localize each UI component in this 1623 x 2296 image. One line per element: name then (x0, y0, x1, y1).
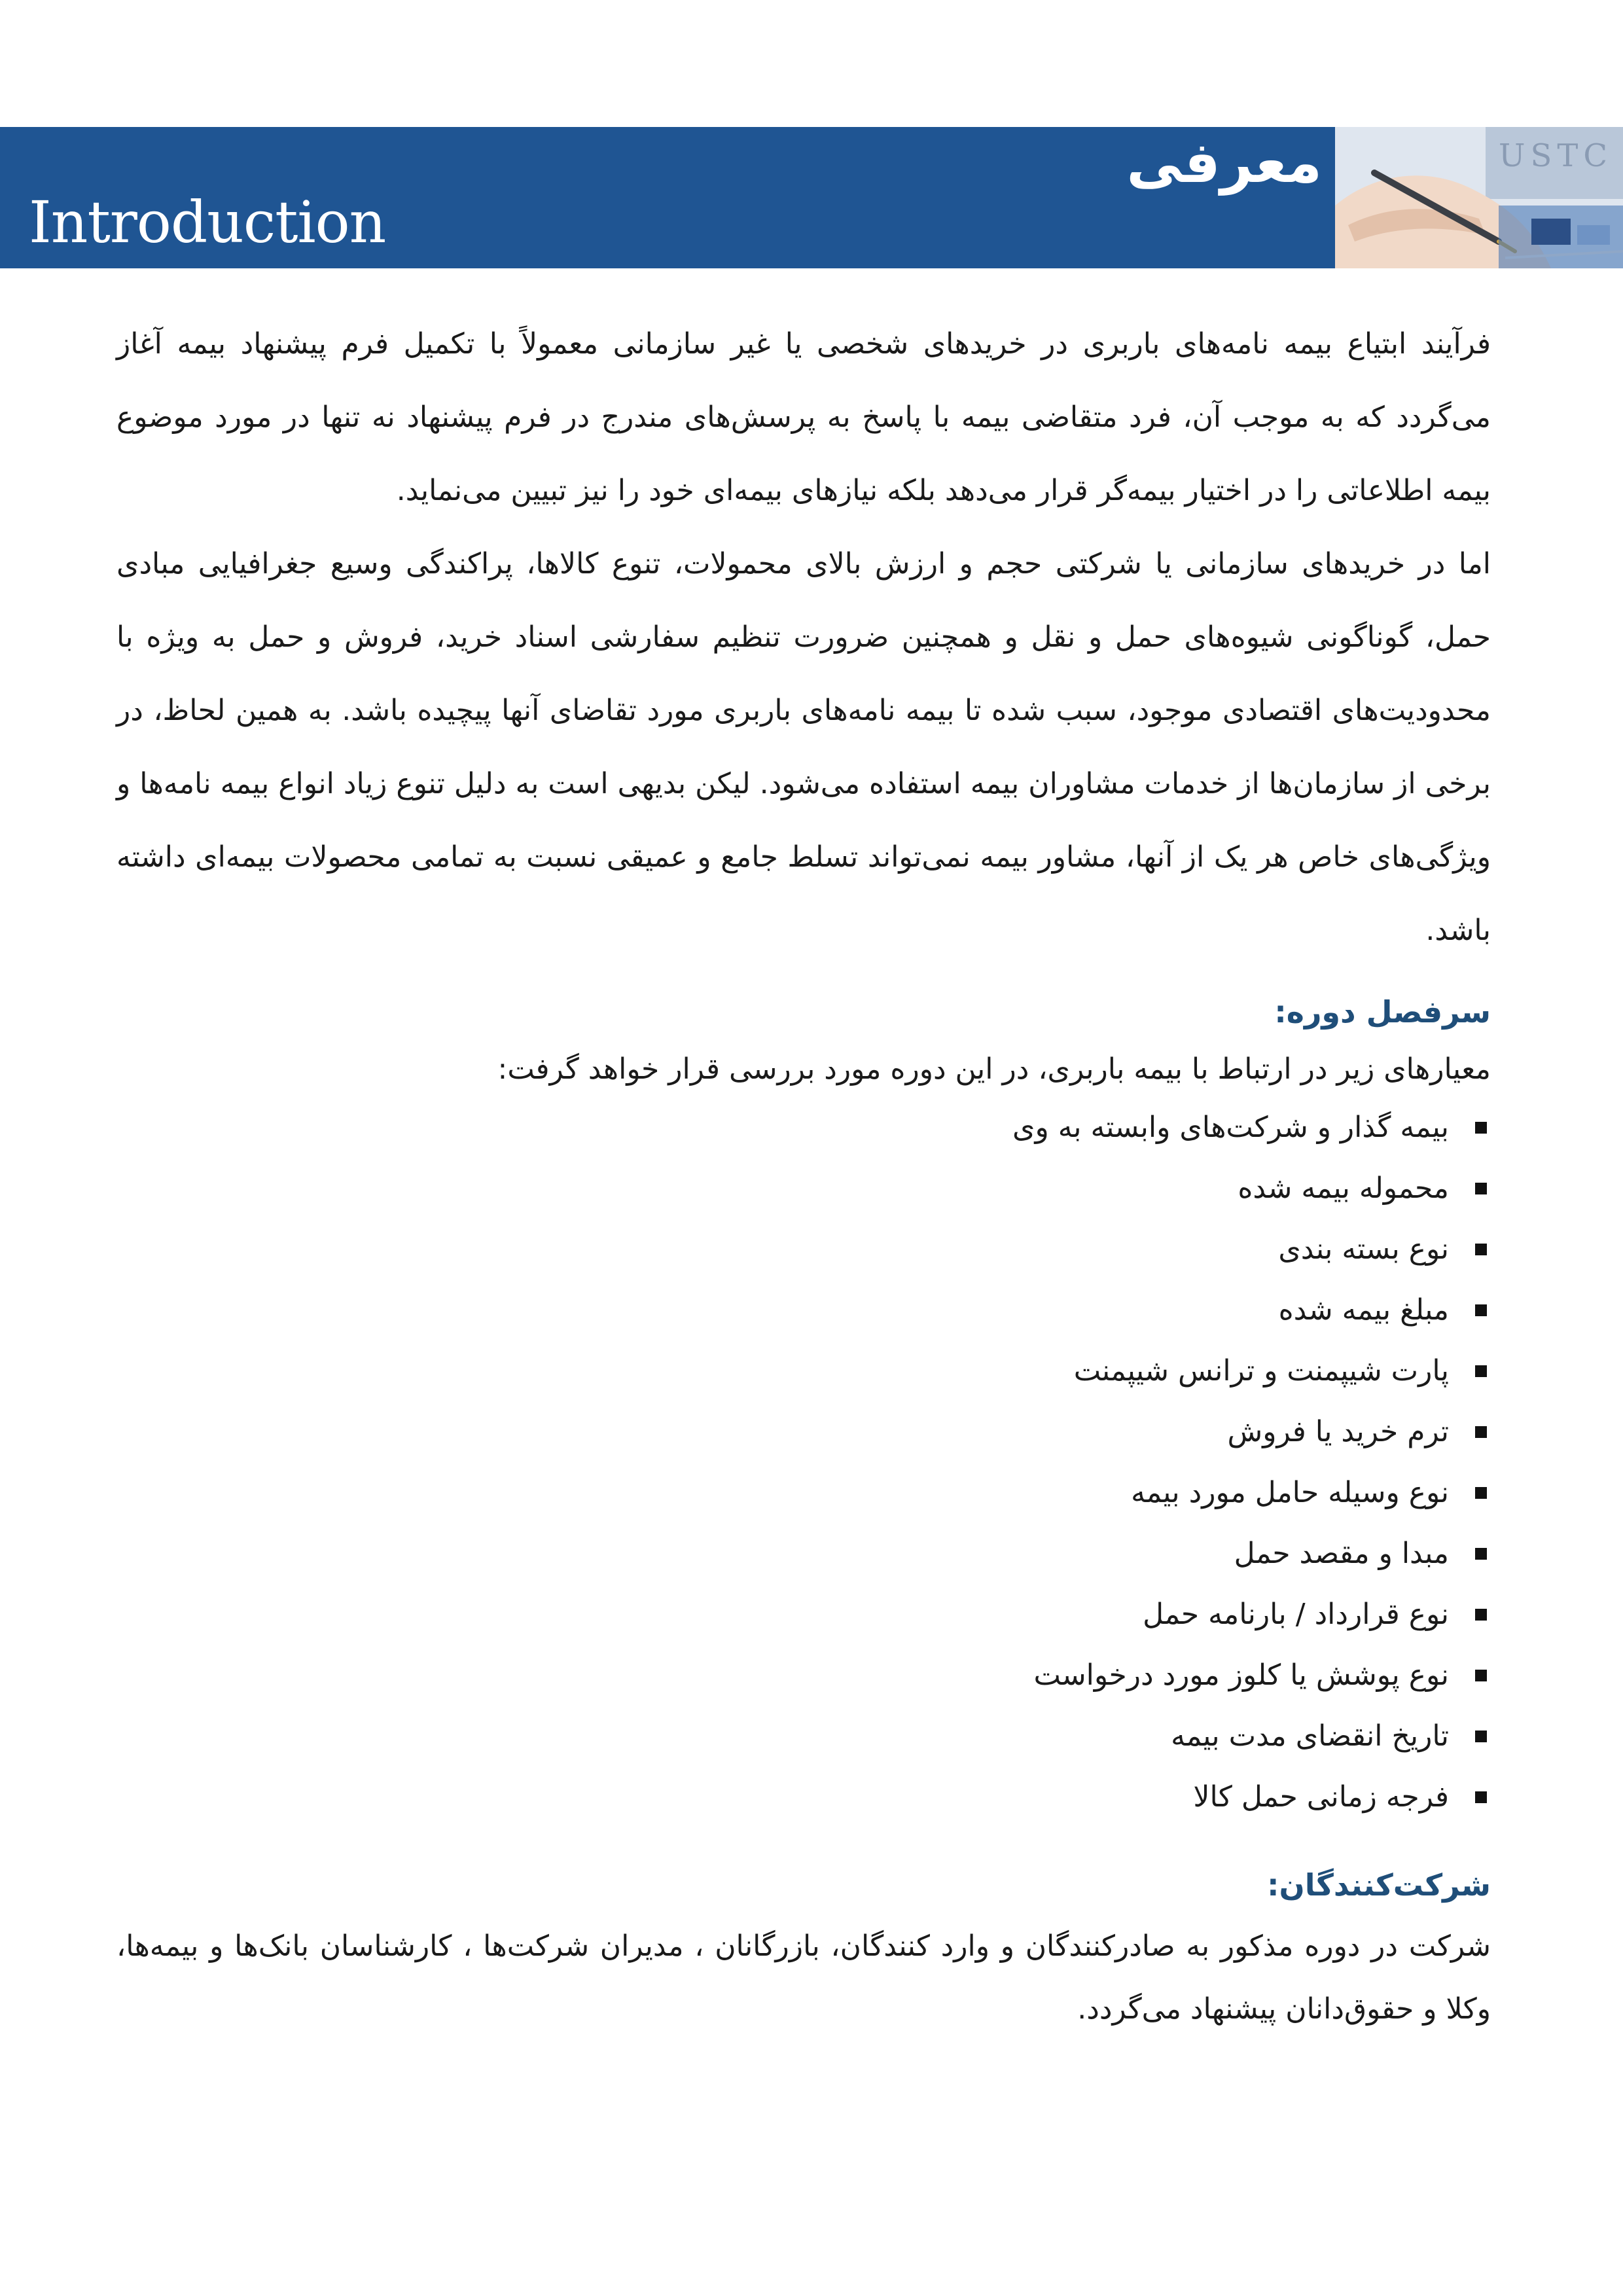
list-item: مبدا و مقصد حمل (116, 1523, 1449, 1584)
bullet-square-icon (1475, 1670, 1487, 1681)
header-title-en: Introduction (29, 188, 386, 256)
intro-paragraph-2: اما در خریدهای سازمانی یا شرکتی حجم و ارزش بالای محمولات، تنوع کالاها، پراکندگی وسیع جغرافیایی مبادی حمل، گوناگونی شیوه‌های حمل و نقل و همچنین ضرورت تنظیم سفارشی اسناد خرید، فروش و حمل به ویژه با محدودیت‌های اقتصادی موجود، سبب شده تا بیمه نامه‌های باربری مورد تقاضای آنها پیچیده باشد. به همین لحاظ، در برخی از سازمان‌ها از خدمات مشاوران بیمه استفاده می‌شود. لیکن بدیهی است به دلیل تنوع زیاد انواع بیمه نامه‌ها و ویژگی‌های خاص هر یک از آنها، مشاور بیمه نمی‌تواند تسلط جامع و عمیقی نسبت به تمامی محصولات بیمه‌ای داشته باشد. (116, 547, 1491, 947)
svg-text:USTC: USTC (1499, 137, 1613, 174)
bullet-square-icon (1475, 1244, 1487, 1255)
document-body (116, 308, 1491, 2041)
pen-and-document-photo (1335, 127, 1623, 268)
participants-title: شرکت‌کنندگان: (1267, 1867, 1491, 1903)
list-item: تاریخ انقضای مدت بیمه (116, 1706, 1449, 1767)
header-title-fa: معرفی (1126, 130, 1322, 196)
list-item: نوع قرارداد / بارنامه حمل (116, 1584, 1449, 1645)
bullet-square-icon (1475, 1183, 1487, 1194)
bullet-square-icon (1475, 1791, 1487, 1803)
list-item: فرجه زمانی حمل کالا (116, 1767, 1449, 1827)
list-item: پارت شیپمنت و ترانس شیپمنت (116, 1340, 1449, 1401)
list-item: نوع وسیله حامل مورد بیمه (116, 1462, 1449, 1523)
intro-paragraph-1: فرآیند ابتیاع بیمه نامه‌های باربری در خریدهای شخصی یا غیر سازمانی معمولاً با تکمیل فرم پیشنهاد بیمه آغاز می‌گردد که به موجب آن، فرد متقاضی بیمه با پاسخ به پرسش‌های مندرج در فرم پیشنهاد نه تنها در مورد موضوع بیمه اطلاعاتی را در اختیار بیمه‌گر قرار می‌دهد بلکه نیازهای بیمه‌ای خود را نیز تبیین می‌نماید. (116, 327, 1491, 507)
list-item: مبلغ بیمه شده (116, 1280, 1449, 1340)
participants-text: شرکت در دوره مذکور به صادرکنندگان و وارد کنندگان، بازرگانان ، مدیران شرکت‌ها ، کارشناسان بانک‌ها و بیمه‌ها، وکلا و حقوق‌دانان پیشنهاد می‌گردد. (116, 1929, 1491, 2026)
outline-lead: معیارهای زیر در ارتباط با بیمه باربری، در این دوره مورد بررسی قرار خواهد گرفت: (497, 1052, 1491, 1086)
bullet-square-icon (1475, 1122, 1487, 1134)
bullet-square-icon (1475, 1365, 1487, 1377)
bullet-square-icon (1475, 1609, 1487, 1621)
list-item: نوع پوشش یا کلوز مورد درخواست (116, 1645, 1449, 1706)
list-item: بیمه گذار و شرکت‌های وابسته به وی (116, 1097, 1449, 1158)
bullet-square-icon (1475, 1487, 1487, 1499)
bullet-square-icon (1475, 1548, 1487, 1560)
outline-title: سرفصل دوره: (1274, 994, 1491, 1030)
bullet-square-icon (1475, 1426, 1487, 1438)
bullet-square-icon (1475, 1731, 1487, 1742)
bullet-square-icon (1475, 1304, 1487, 1316)
list-item: محموله بیمه شده (116, 1158, 1449, 1219)
list-item: نوع بسته بندی (116, 1219, 1449, 1280)
list-item: ترم خرید یا فروش (116, 1401, 1449, 1462)
outline-list (116, 1097, 1491, 1827)
